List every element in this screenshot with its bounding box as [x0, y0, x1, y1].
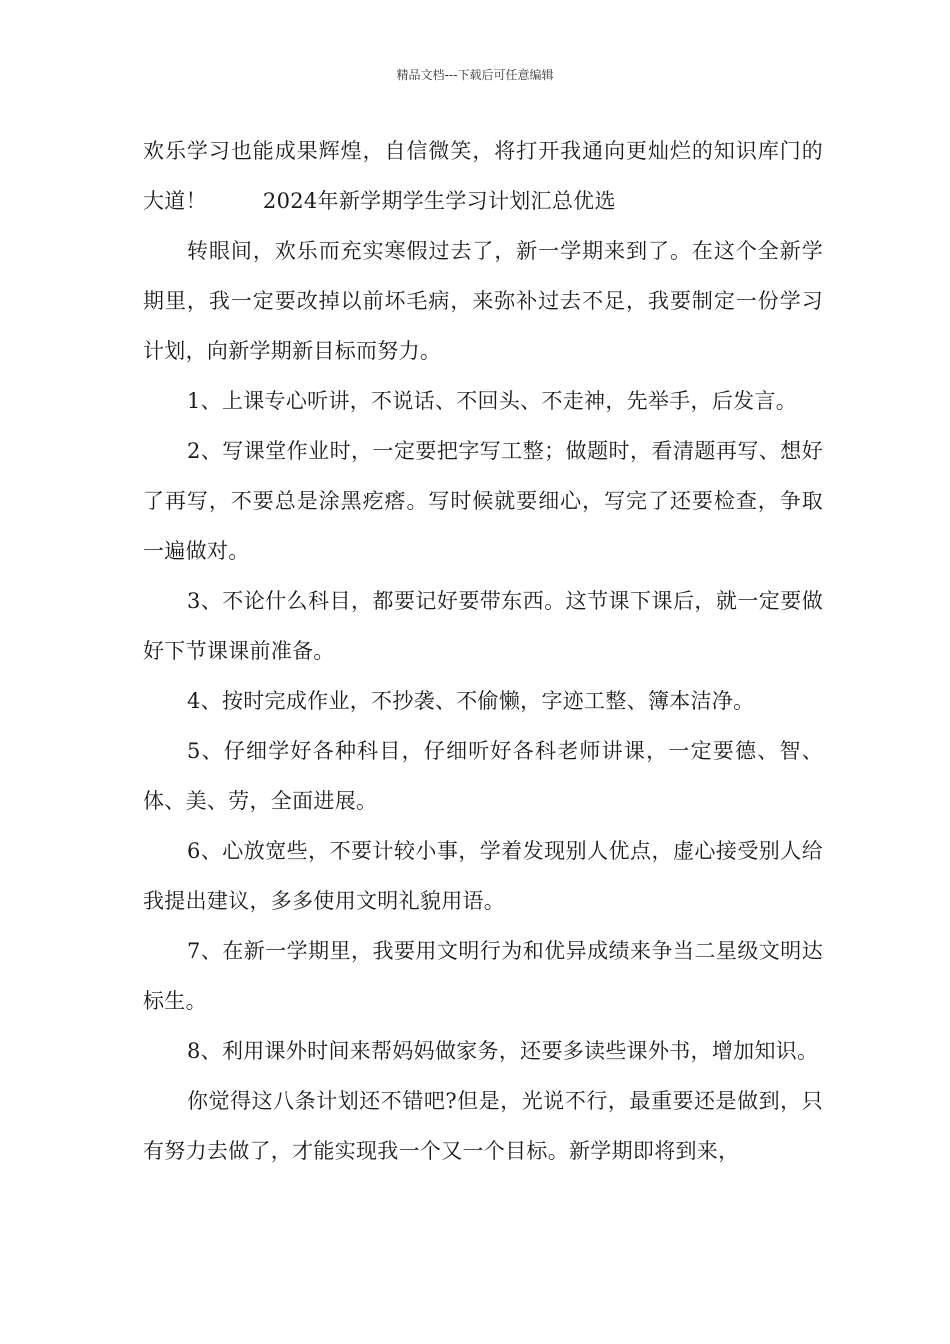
plan-item-6: 6、心放宽些，不要计较小事，学着发现别人优点，虚心接受别人给我提出建议，多多使用文明礼貌用语。 [143, 839, 823, 913]
document-title: 2024年新学期学生学习计划汇总优选 [262, 189, 616, 213]
plan-item-5: 5、仔细学好各种科目，仔细听好各科老师讲课，一定要德、智、体、美、劳，全面进展。 [143, 739, 823, 813]
plan-item-4: 4、按时完成作业，不抄袭、不偷懒，字迹工整、簿本洁净。 [187, 689, 755, 713]
intro-text: 欢乐学习也能成果辉煌，自信微笑，将打开我通向更灿烂的知识库门的大道！ [143, 139, 823, 213]
document-body [143, 126, 823, 1176]
plan-item-2: 2、写课堂作业时，一定要把字写工整；做题时，看清题再写、想好了再写，不要总是涂黑疙瘩。写时候就要细心，写完了还要检查，争取一遍做对。 [143, 439, 823, 563]
paragraph: 转眼间，欢乐而充实寒假过去了，新一学期来到了。在这个全新学期里，我一定要改掉以前坏毛病，来弥补过去不足，我要制定一份学习计划，向新学期新目标而努力。 [143, 239, 823, 363]
plan-item-7: 7、在新一学期里，我要用文明行为和优异成绩来争当二星级文明达标生。 [143, 939, 823, 1013]
page-header: 精品文档---下载后可任意编辑 [396, 68, 554, 82]
plan-item-3: 3、不论什么科目，都要记好要带东西。这节课下课后，就一定要做好下节课课前准备。 [143, 589, 823, 663]
closing-paragraph: 你觉得这八条计划还不错吧?但是，光说不行，最重要还是做到，只有努力去做了，才能实现我一个又一个目标。新学期即将到来， [143, 1089, 823, 1163]
intro-paragraph [143, 126, 823, 226]
plan-item-8: 8、利用课外时间来帮妈妈做家务，还要多读些课外书，增加知识。 [187, 1039, 819, 1063]
plan-item-1: 1、上课专心听讲，不说话、不回头、不走神，先举手，后发言。 [187, 389, 798, 413]
